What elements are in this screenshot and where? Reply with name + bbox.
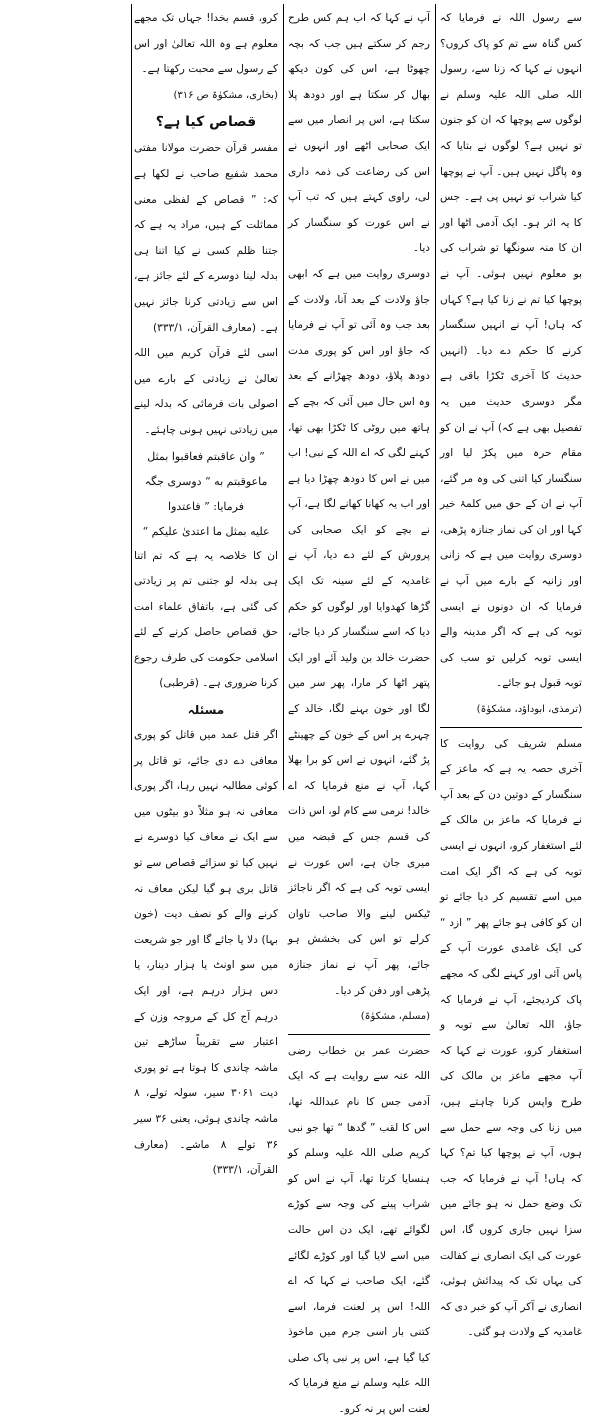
- column-2-reference: (مسلم، مشکوٰۃ): [360, 1011, 430, 1023]
- column-divider-1: [435, 4, 436, 790]
- column-3-paragraph-4: ان کا خلاصہ یہ ہے کہ تم اتنا ہی بدلہ لو جتنی تم پر زیادتی کی گئی ہے، باتفاق علماء امت حق قصاص حاصل کرنے کے لئے اسلامی حکومت کی طرف رجوع کرنا ضروری ہے۔ (قرطبی): [134, 549, 278, 690]
- text-column-2: [288, 6, 430, 1416]
- text-column-3: [134, 6, 279, 1177]
- column-3-paragraph-1: کرو، قسم بخدا! جہاں تک مجھے معلوم ہے وہ اللہ تعالیٰ اور اس کے رسول سے محبت رکھتا ہے۔: [134, 12, 278, 76]
- column-1-reference: (ترمذی، ابوداؤد، مشکوٰۃ): [476, 704, 582, 716]
- section-heading: قصاص کیا ہے؟: [155, 114, 257, 131]
- column-2-separator: [288, 1034, 430, 1035]
- column-divider-2: [283, 4, 284, 790]
- text-column-1: [440, 6, 582, 1339]
- column-2-paragraph-1: آپ نے کہا کہ اب ہم کس طرح رجم کر سکتے ہیں جب کہ بچہ چھوٹا ہے، اس کی کون دیکھ بھال کر سکتا ہے اور دودھ پلا سکتا ہے، اس پر انصار میں سے ایک صحابی اٹھے اور انہوں نے اس کی رضاعت کی ذمہ داری لی، راوی کہتے ہیں کہ تب آپ نے اس عورت کو سنگسار کر دیا۔: [288, 12, 430, 255]
- column-1-paragraph-2: مسلم شریف کی روایت کا آخری حصہ یہ ہے کہ ماعز کے سنگسار کے دوتین دن کے بعد آپ نے فرمایا کہ ماعز بن مالک کے لئے استغفار کرو، انہوں نے ایسی توبہ کی ہے کہ اگر ایک امت میں اسے تقسیم کر دیا جائے تو ان کو کافی ہو جائے پھر ” ازد “ کی ایک غامدی عورت آپ کے پاس آئی اور کہنے لگی کہ مجھے پاک کردیجئے، آپ نے فرمایا کہ جاؤ، اللہ تعالیٰ سے توبہ و استغفار کرو، عورت نے کہا کہ آپ مجھے ماعز بن مالک کی طرح واپس کرنا چاہتے ہیں، میں زنا کی وجہ سے حمل سے ہوں، آپ نے پوچھا کیا تم؟ کہا کہ ہاں! آپ نے فرمایا کہ جب تک وضع حمل نہ ہو جائے میں سزا نہیں جاری کروں گا، اس عورت کی ایک انصاری نے کفالت کی یہاں تک کہ پیدائش ہوئی، انصاری نے آکر آپ کو خبر دی کہ غامدیہ کے ولادت ہو گئی۔: [440, 737, 582, 1339]
- column-3-paragraph-2: مفسر قرآن حضرت مولانا مفتی محمد شفیع صاحب نے لکھا ہے کہ: ” قصاص کے لفظی معنی مماثلت کے ہیں، مراد یہ ہے کہ جتنا ظلم کسی نے کیا اتنا ہی بدلہ لینا دوسرے کے لئے جائز ہے، اس سے زیادتی کرنا جائز نہیں ہے۔ (معارف القرآن، ۳۳۳/۱): [134, 142, 278, 334]
- arabic-verse-line-1: ” وان عاقبتم فعاقبوا بمثل: [147, 449, 265, 463]
- column-3-paragraph-3: اسی لئے قرآن کریم میں اللہ تعالیٰ نے زیادتی کے بارے میں اصولی بات فرمائی کہ بدلہ لینے میں زیادتی نہیں ہونی چاہئے۔: [134, 347, 278, 436]
- arabic-verse-line-3: علیه بمثل ما اعتدیٰ علیکم “: [142, 524, 270, 538]
- column-2-paragraph-2: دوسری روایت میں ہے کہ ابھی جاؤ ولادت کے بعد آنا، ولادت کے بعد جب وہ آئی تو آپ نے فرمایا کہ جاؤ اور اس کو پوری مدت دودھ پلاؤ، دودھ چھڑانے کے بعد وہ اس حال میں آئی کہ بچے کے ہاتھ میں روٹی کا ٹکڑا بھی تھا، کہنے لگی کہ اے اللہ کے نبی! اب میں نے اس کا دودھ چھڑا دیا ہے اور اب یہ کھانا کھانے لگا ہے، آپ نے بچے کو ایک صحابی کی پرورش کے لئے دے دیا، آپ نے غامدیہ کے لئے سینہ تک ایک گڑھا کھدوایا اور لوگوں کو حکم دیا کہ اسے سنگسار کر دیا جائے، حضرت خالد بن ولید آئے اور ایک پتھر اٹھا کر مارا، پھر سر میں لگا اور خون بہنے لگا، خالد کے چہرے پر اس کے خون کے چھینٹے پڑ گئے، انہوں نے اس کو برا بھلا کہا، آپ نے منع فرمایا کہ اے خالد! نرمی سے کام لو، اس ذات کی قسم جس کے قبضہ میں میری جان ہے، اس عورت نے ایسی توبہ کی ہے کہ اگر ناجائز ٹیکس لینے والا صاحب تاوان کرلے تو اس کی بخشش ہو جائے، پھر آپ نے نماز جنازہ پڑھی اور دفن کر دیا۔: [288, 267, 430, 997]
- column-2-paragraph-3: حضرت عمر بن خطاب رضی اللہ عنہ سے روایت ہے کہ ایک آدمی جس کا نام عبداللہ تھا، اس کا لقب ” گدھا “ تھا جو نبی کریم صلی اللہ علیہ وسلم کو ہنسایا کرتا تھا، آپ نے اس کو شراب پینے کی وجہ سے کوڑے لگوائے تھے، ایک دن اس حالت میں اسے لایا گیا اور کوڑے لگائے گئے، ایک صاحب نے کہا کہ اے اللہ! اس پر لعنت فرما، اسے کتنی بار اسی جرم میں ماخوذ کیا گیا ہے، اس پر نبی پاک صلی اللہ علیہ وسلم نے منع فرمایا کہ لعنت اس پر نہ کرو۔: [288, 1044, 430, 1416]
- issue-sub-heading: مسئلہ: [187, 703, 225, 718]
- column-divider-3: [131, 4, 132, 790]
- arabic-verse-line-2: ماعوقبتم به “ دوسری جگہ فرمایا: ” فاعتدوا: [144, 474, 268, 513]
- column-3-reference: (بخاری، مشکوٰۃ ص ۳۱۶): [173, 89, 278, 101]
- column-3-paragraph-5: اگر قتل عمد میں قاتل کو پوری معافی دے دی جائے، تو قاتل پر کوئی مطالبہ نہیں رہا، اگر پوری معافی نہ ہو مثلاً دو بیٹوں میں سے ایک نے معاف کیا دوسرے نے نہیں کیا تو سزائے قصاص سے تو قاتل بری ہو گیا لیکن معاف نہ کرنے والے کو نصف دیت (خون بہا) دلا یا جائے گا اور جو شریعت میں سو اونٹ یا ہزار دینار، یا دس ہزار درہم ہے، اور ایک درہم آج کل کے مروجہ وزن کے اعتبار سے تقریباً ساڑھے تین ماشہ چاندی کا ہوتا ہے تو پوری دیت ۳۰۶۱ سیر، سولہ تولے، ۸ ماشہ چاندی ہوئی، یعنی ۳۶ سیر ۳۶ تولے ۸ ماشے۔ (معارف القرآن، ۳۳۳/۱): [134, 729, 279, 1177]
- column-1-paragraph-1: سے رسول اللہ نے فرمایا کہ کس گناہ سے تم کو پاک کروں؟ انہوں نے کہا کہ زنا سے، رسول اللہ صلی اللہ علیہ وسلم نے لوگوں سے پوچھا کہ ان کو جنون تو نہیں ہے؟ لوگوں نے بتایا کہ وہ پاگل نہیں ہیں۔ آپ نے پوچھا کیا شراب تو نہیں پی ہے۔ جس کا یہ اثر ہو۔ ایک آدمی اٹھا اور ان کا منہ سونگھا تو شراب کی بو معلوم نہیں ہوئی۔ آپ نے پوچھا کیا تم نے زنا کیا ہے؟ کہاں کہ ہاں! آپ نے انہیں سنگسار کرنے کا حکم دے دیا۔ (انہیں حدیث کا آخری ٹکڑا باقی ہے مگر دوسری حدیث میں یہ تفصیل بھی ہے کہ) آپ نے ان کو مقام حرہ میں پکڑ لیا اور سنگسار کیا اتنی کی وہ مر گئے، آپ نے ان کے حق میں کلمۂ خیر کہا اور ان کی نماز جنازہ پڑھی، دوسری روایت میں ہے کہ زانی اور زانیہ کے بارے میں آپ نے فرمایا کہ ان دونوں نے ایسی توبہ کی ہے کہ اگر مدینہ والے ایسی توبہ کرلیں تو سب کی توبہ قبول ہو جائے۔: [440, 12, 582, 690]
- column-1-separator: [440, 727, 582, 728]
